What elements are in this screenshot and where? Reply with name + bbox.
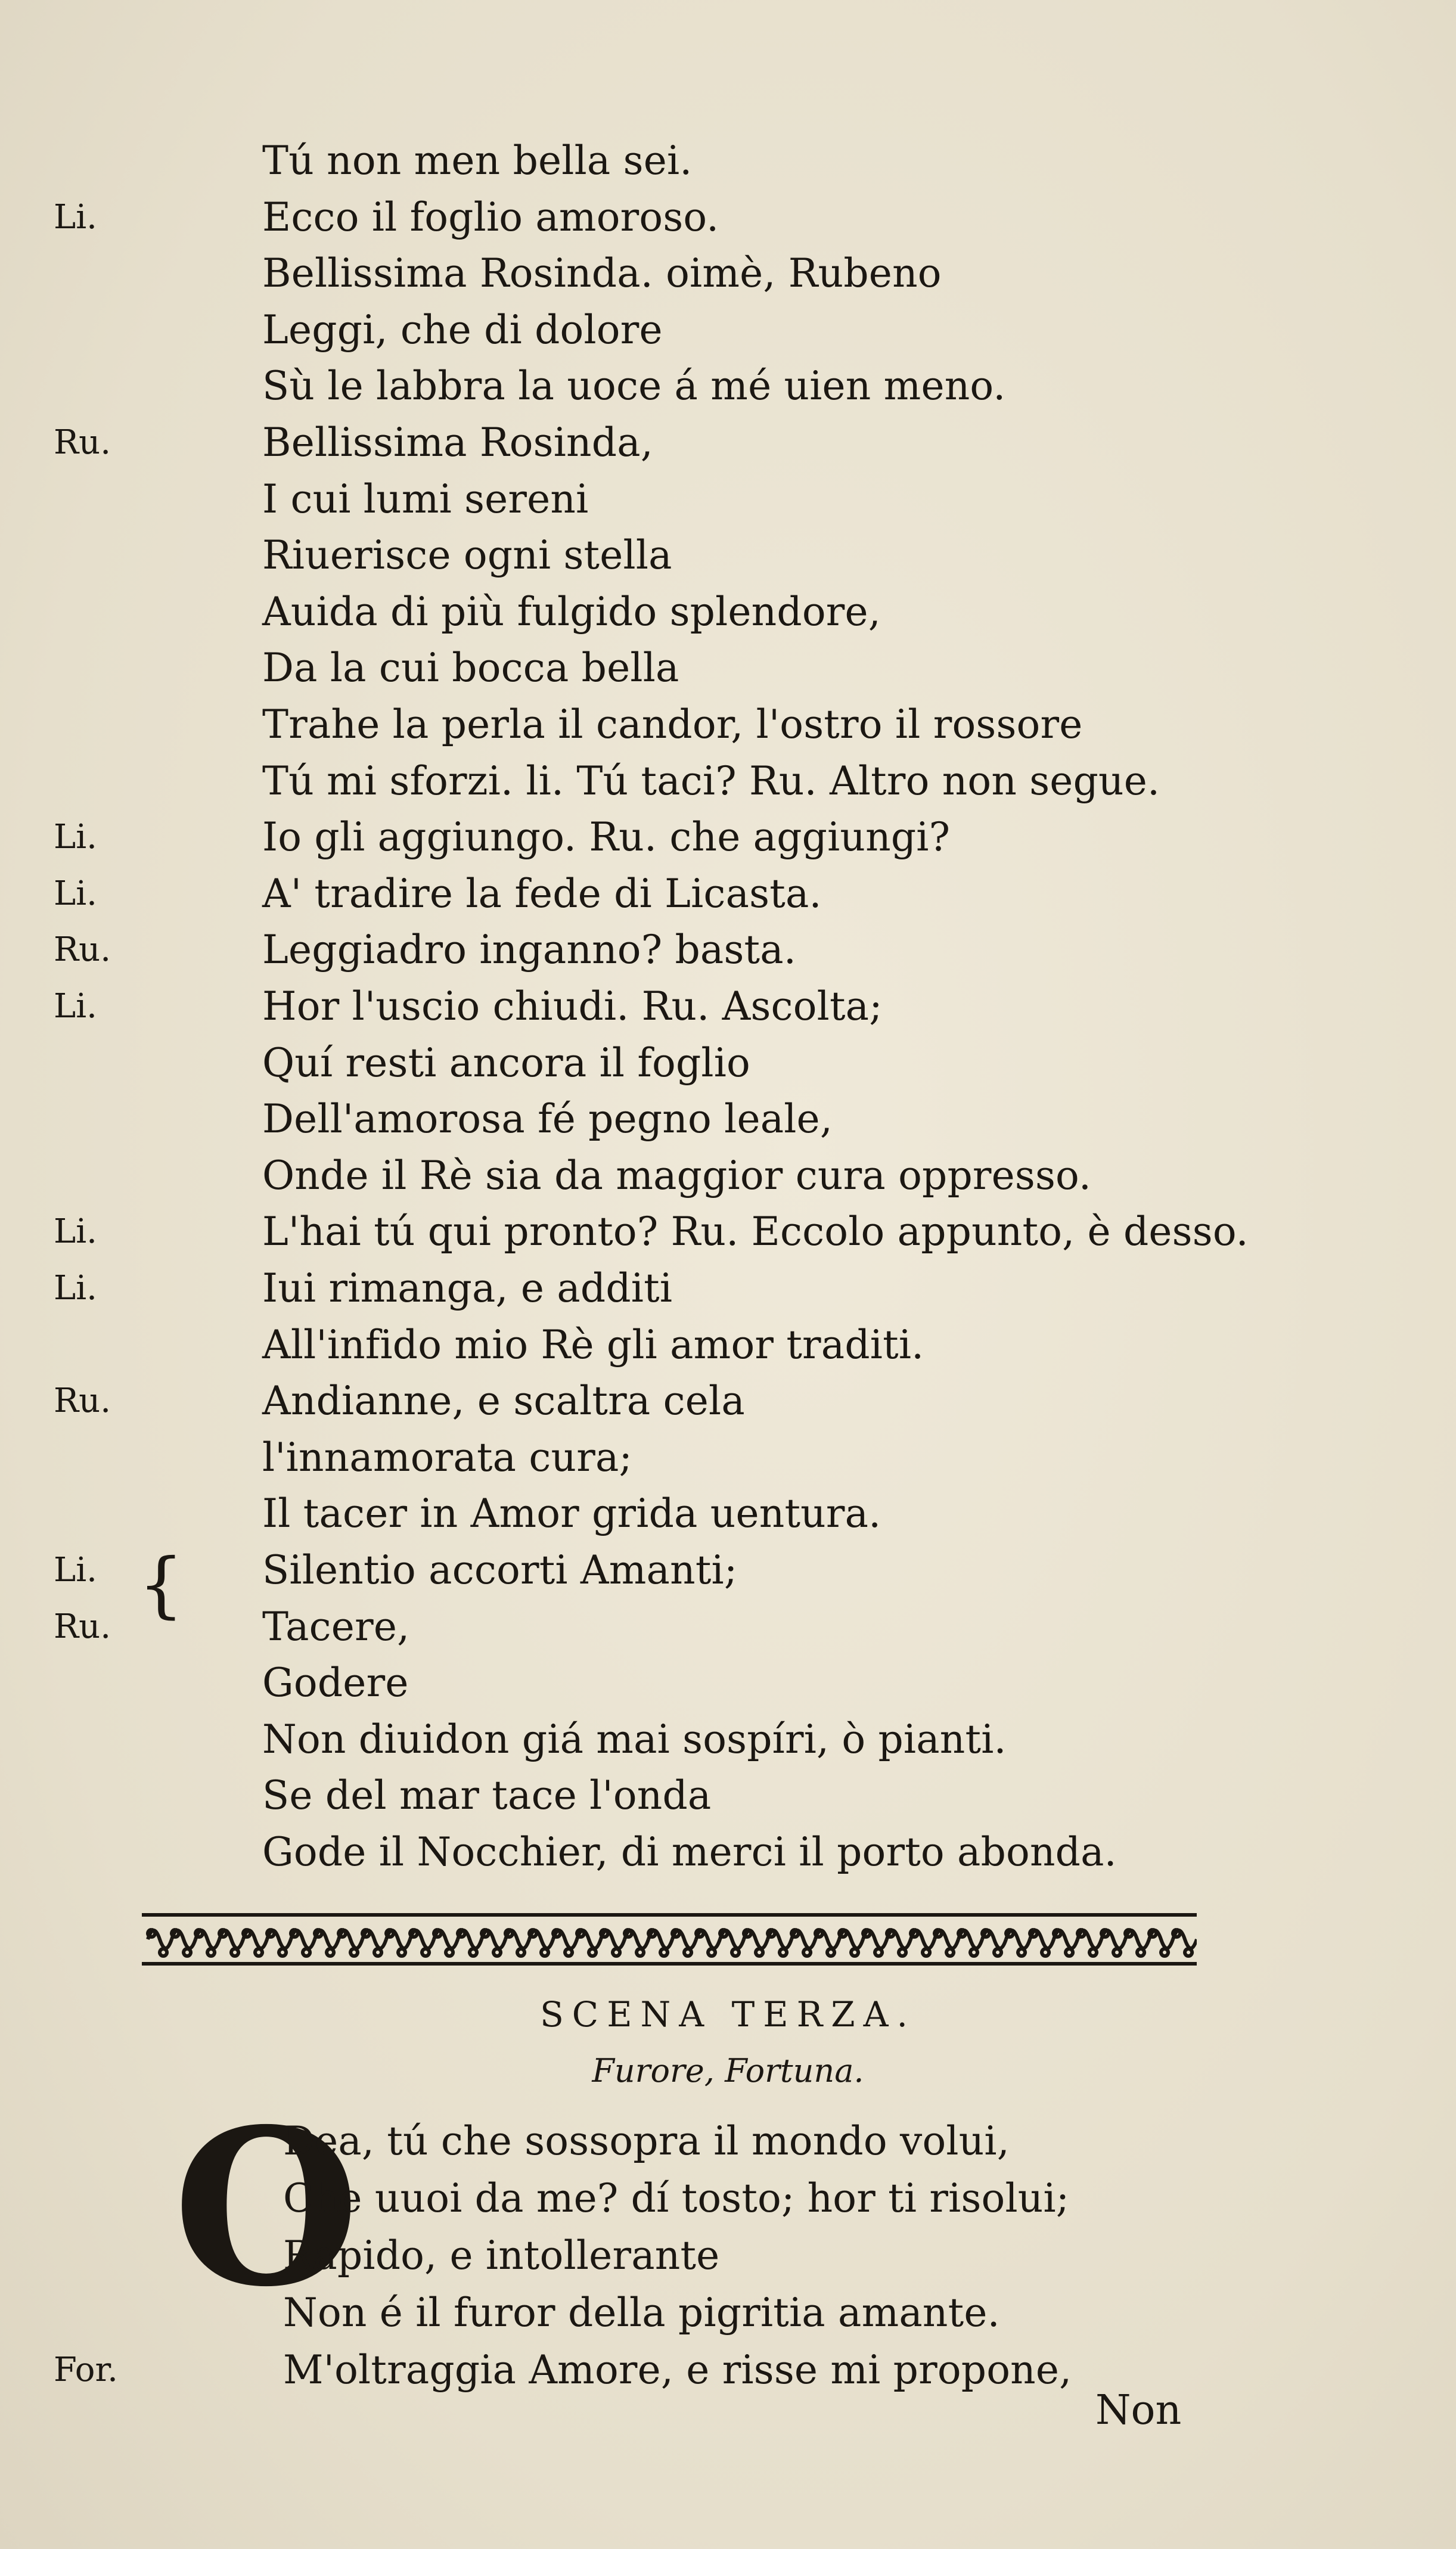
verse-text: Da la cui bocca bella [262,645,679,691]
ornament-motif [482,1930,505,1956]
ornament-motif [744,1930,768,1956]
verse-text: Dell'amorosa fé pegno leale, [262,1096,833,1142]
speaker-label: Ru. [54,423,111,462]
ornament-motif [839,1930,863,1956]
verse-line [0,189,1456,249]
ornament-motif [768,1930,791,1956]
verse-line [0,1373,1456,1432]
verse-line [0,978,1456,1038]
scene-characters: Furore, Fortuna. [592,2052,864,2090]
verse-text: Se del mar tace l'onda [262,1772,712,1819]
verse-line [0,1260,1456,1319]
verse-text: Che uuoi da me? dí tosto; hor ti risolui; [283,2175,1070,2221]
ornament-motif [553,1930,577,1956]
ornament-motif [529,1930,553,1956]
ornament-motif [935,1930,958,1956]
ornament-motif [172,1930,195,1956]
ornament-motif [911,1930,935,1956]
verse-line [0,2284,1456,2344]
verse-line [0,358,1456,417]
verse-text: Onde il Rè sia da maggior cura oppresso. [262,1152,1092,1199]
ornament-motif [720,1930,744,1956]
ornament-motif [696,1930,720,1956]
verse-text: Non diuidon giá mai sospíri, ò pianti. [262,1716,1007,1762]
verse-line [0,1203,1456,1263]
ornament-motif [243,1930,267,1956]
verse-text: Leggiadro inganno? basta. [262,927,796,973]
verse-line [0,471,1456,530]
ornament-motif [1006,1930,1030,1956]
verse-text: Rapido, e intollerante [283,2233,720,2278]
speaker-label: For. [54,2351,118,2389]
ornament-motif [386,1930,410,1956]
speaker-label: Li. [54,818,97,857]
ornament-motif [219,1930,243,1956]
verse-line [0,2113,1456,2172]
verse-text: Dea, tú che sossopra il mondo volui, [283,2118,1010,2164]
verse-line [0,1767,1456,1827]
verse-line [0,921,1456,981]
verse-text: Non é il furor della pigritia amante. [283,2290,1000,2336]
verse-line [0,1598,1456,1658]
speaker-label: Li. [54,987,97,1026]
scene-title: SCENA TERZA. [540,1994,916,2035]
verse-text: Andianne, e scaltra cela [262,1378,745,1424]
ornament-motif [458,1930,482,1956]
verse-line [0,1485,1456,1545]
verse-line [0,2227,1456,2287]
ornament-motif [195,1930,219,1956]
ornament-motif [1101,1930,1125,1956]
ornament-motif [815,1930,839,1956]
ornament-motif [648,1930,672,1956]
verse-line [0,1542,1456,1601]
speaker-label: Ru. [54,1381,111,1421]
ornament-motif [1173,1930,1197,1956]
ornament-motif [982,1930,1006,1956]
verse-text: Trahe la perla il candor, l'ostro il rossore [262,701,1083,747]
verse-text: M'oltraggia Amore, e risse mi propone, [283,2347,1072,2393]
verse-text: Tacere, [262,1603,410,1650]
verse-line [0,1147,1456,1207]
ornament-motif [339,1930,362,1956]
speaker-label: Li. [54,1269,97,1308]
speaker-label: Li. [54,197,97,237]
verse-text: Gode il Nocchier, di merci il porto abonda. [262,1829,1117,1875]
verse-line [0,2342,1456,2401]
ornament-motif [791,1930,815,1956]
verse-line [0,696,1456,756]
ornament-motif [601,1930,625,1956]
verse-text: Sù le labbra la uoce á mé uien meno. [262,363,1006,409]
ornament-motif [315,1930,339,1956]
verse-line [0,1317,1456,1376]
ornament-motif [505,1930,529,1956]
verse-line [0,809,1456,868]
verse-line [0,527,1456,586]
ornament-motif [577,1930,601,1956]
verse-text: l'innamorata cura; [262,1434,632,1480]
verse-line [0,639,1456,699]
verse-line [0,132,1456,192]
ornament-motif [1054,1930,1078,1956]
ornament-motif [672,1930,696,1956]
ornament-motif [1030,1930,1054,1956]
verse-line [0,753,1456,812]
verse-line [0,1035,1456,1094]
brace-glyph: { [138,1544,184,1626]
ornament-motif [958,1930,982,1956]
verse-line [0,583,1456,643]
ornament-motif [1125,1930,1149,1956]
verse-line [0,1824,1456,1883]
verse-text: All'infido mio Rè gli amor traditi. [262,1321,924,1368]
verse-line [0,865,1456,925]
speaker-label: Li. [54,874,97,913]
ornament-border [142,1912,1197,1967]
verse-text: Hor l'uscio chiudi. Ru. Ascolta; [262,983,883,1029]
ornament-motif [434,1930,458,1956]
verse-text: Leggi, che di dolore [262,306,663,353]
ornament-motif [625,1930,648,1956]
verse-line [0,414,1456,474]
speaker-label: Li. [54,1551,97,1589]
verse-text: Iui rimanga, e additi [262,1265,673,1311]
verse-text: Ecco il foglio amoroso. [262,194,719,240]
verse-text: Tú non men bella sei. [262,138,693,184]
verse-text: Auida di più fulgido splendore, [262,588,881,635]
drop-capital: O [173,2082,360,2334]
verse-line [0,1711,1456,1771]
catchword: Non [1095,2387,1182,2434]
verse-text: I cui lumi sereni [262,476,589,522]
ornament-motif [267,1930,291,1956]
verse-line [0,245,1456,305]
verse-text: Godere [262,1660,409,1706]
verse-line [0,1091,1456,1150]
speaker-label: Ru. [54,1607,111,1646]
ornament-motif [410,1930,434,1956]
ornament-motif [362,1930,386,1956]
ornament-motif [1149,1930,1173,1956]
verse-text: Bellissima Rosinda. oimè, Rubeno [262,250,942,297]
ornament-motif [863,1930,887,1956]
verse-text: Silentio accorti Amanti; [262,1547,738,1593]
verse-line [0,2170,1456,2230]
verse-text: L'hai tú qui pronto? Ru. Eccolo appunto, è desso. [262,1209,1249,1255]
verse-text: Riuerisce ogni stella [262,532,672,579]
verse-line [0,1654,1456,1714]
ornament-motif [148,1930,172,1956]
ornament-motif [291,1930,315,1956]
ornament-motif [1078,1930,1101,1956]
verse-text: Tú mi sforzi. li. Tú taci? Ru. Altro non segue. [262,757,1160,804]
verse-text: Quí resti ancora il foglio [262,1039,750,1086]
ornament-motif [887,1930,911,1956]
speaker-label: Li. [54,1212,97,1252]
verse-line [0,1429,1456,1489]
verse-text: Bellissima Rosinda, [262,420,653,465]
verse-text: Io gli aggiungo. Ru. che aggiungi? [262,814,951,861]
verse-text: A' tradire la fede di Licasta. [262,870,822,917]
speaker-label: Ru. [54,930,111,970]
verse-line [0,302,1456,361]
verse-text: Il tacer in Amor grida uentura. [262,1491,881,1537]
